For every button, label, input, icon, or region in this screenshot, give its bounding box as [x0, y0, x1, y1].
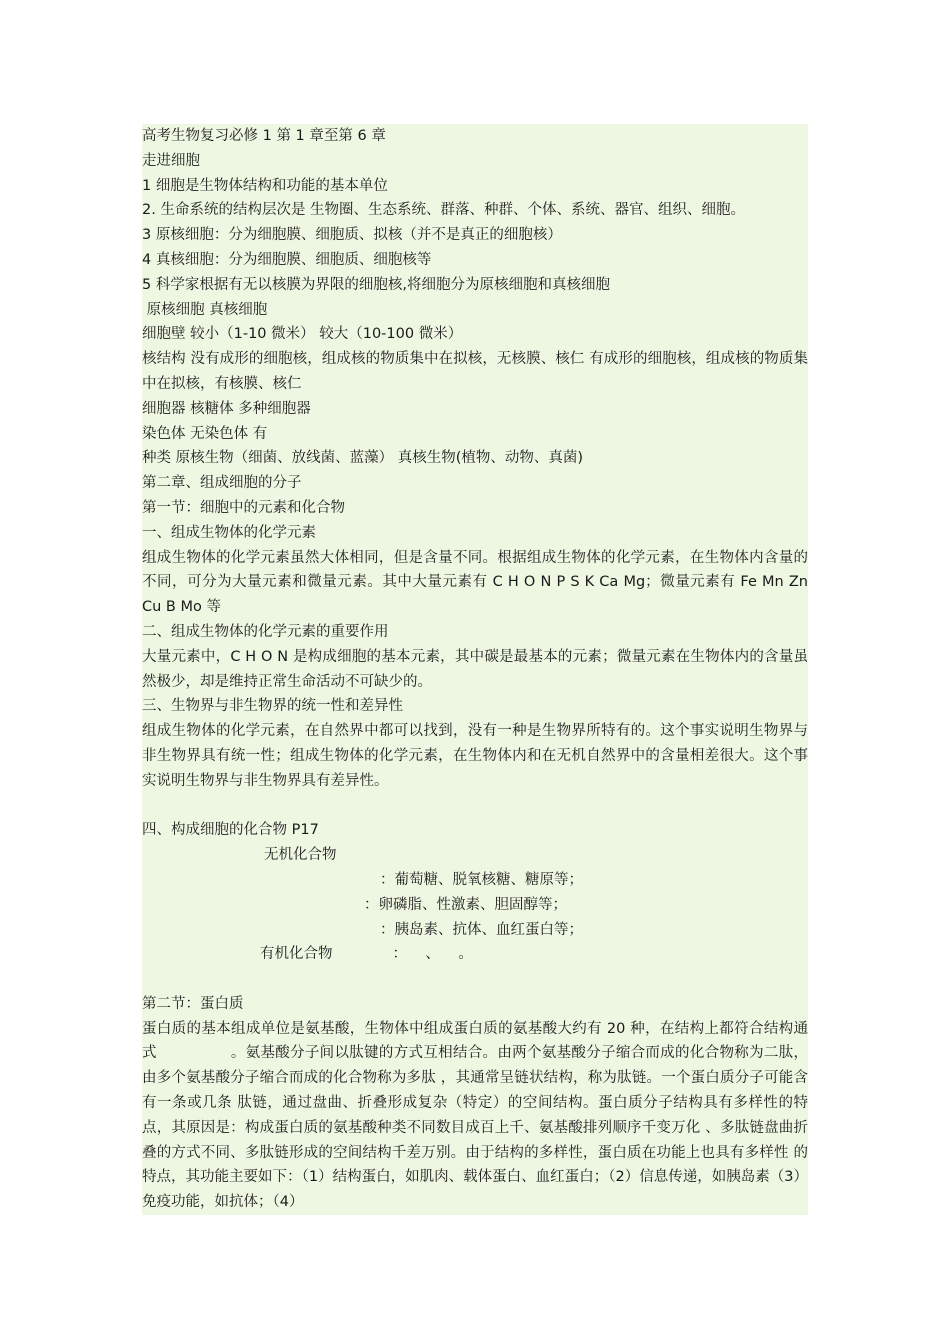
chapter-heading: 第二章、组成细胞的分子	[142, 475, 302, 492]
lipid-line: ：卵磷脂、性激素、胆固醇等；	[364, 896, 567, 913]
organic-line	[142, 942, 808, 967]
subsection-heading: 二、组成生物体的化学元素的重要作用	[142, 623, 389, 640]
text-line: 种类 原核生物（细菌、放线菌、蓝藻） 真核生物(植物、动物、真菌)	[142, 450, 584, 467]
organic-label: 有机化合物	[260, 946, 333, 963]
text-line: 染色体 无染色体 有	[142, 425, 268, 442]
blank-line	[142, 967, 808, 992]
subsection-heading: 四、构成细胞的化合物 P17	[142, 822, 319, 839]
paragraph-role: 大量元素中，C H O N 是构成细胞的基本元素，其中碳是最基本的元素；微量元素在生物体内的含量虽然极少，却是维持正常生命活动不可缺少的。	[142, 648, 808, 690]
blank-line	[142, 794, 808, 819]
paragraph-unity: 组成生物体的化学元素，在自然界中都可以找到，没有一种是生物界所特有的。这个事实说明生物界与非生物界具有统一性；组成生物体的化学元素，在生物体内和在无机自然界中的含量相差很大。这个事实说明生物界与非生物界具有差异性。	[142, 723, 808, 789]
sugar-line: ：葡萄糖、脱氧核糖、糖原等；	[380, 871, 583, 888]
doc-title: 高考生物复习必修 1 第 1 章至第 6 章	[142, 128, 386, 144]
text-line: 1 细胞是生物体结构和功能的基本单位	[142, 177, 388, 194]
inorganic-label: 无机化合物	[264, 847, 337, 864]
text-line: 原核细胞 真核细胞	[142, 301, 268, 318]
text-line: 2. 生命系统的结构层次是 生物圈、生态系统、群落、种群、个体、系统、器官、组织、细胞。	[142, 202, 746, 219]
text-line: 细胞器 核糖体 多种细胞器	[142, 400, 311, 417]
text-line: 4 真核细胞：分为细胞膜、细胞质、细胞核等	[142, 251, 432, 268]
section-heading: 走进细胞	[142, 152, 200, 169]
section-heading: 第二节：蛋白质	[142, 995, 244, 1012]
subsection-heading: 三、生物界与非生物界的统一性和差异性	[142, 698, 403, 715]
section-heading: 第一节：细胞中的元素和化合物	[142, 499, 345, 516]
paragraph-elements: 组成生物体的化学元素虽然大体相同，但是含量不同。根据组成生物体的化学元素，在生物体内含量的不同，可分为大量元素和微量元素。其中大量元素有 C H O N P S K Ca Mg；微量元素有 Fe Mn Zn Cu B Mo 等	[142, 549, 808, 616]
text-line: 5 科学家根据有无以核膜为界限的细胞核,将细胞分为原核细胞和真核细胞	[142, 276, 610, 293]
subsection-heading: 一、组成生物体的化学元素	[142, 524, 316, 541]
protein-items-line: ：胰岛素、抗体、血红蛋白等；	[380, 921, 583, 938]
document-page	[142, 124, 808, 1215]
organic-tail: ： 、 。	[392, 946, 473, 963]
text-line: 细胞壁 较小（1-10 微米） 较大（10-100 微米）	[142, 326, 463, 343]
text-line: 3 原核细胞：分为细胞膜、细胞质、拟核（并不是真正的细胞核）	[142, 227, 562, 244]
paragraph-nucleus: 核结构 没有成形的细胞核，组成核的物质集中在拟核，无核膜、核仁 有成形的细胞核，组成核的物质集中在拟核，有核膜、核仁	[142, 351, 808, 392]
paragraph-protein: 蛋白质的基本组成单位是氨基酸，生物体中组成蛋白质的氨基酸大约有 20 种，在结构上都符合结构通式 。氨基酸分子间以肽键的方式互相结合。由两个氨基酸分子缩合而成的化合物称为二肽，由多个氨基酸分子缩合而成的化合物称为多肽 ，其通常呈链状结构，称为肽链。一个蛋白质分子可能含有一条或几条 肽链，通过盘曲、折叠形成复杂（特定）的空间结构。蛋白质分子结构具有多样性的特点，其原因是：构成蛋白质的氨基酸种类不同数目成百上千、氨基酸排列顺序千变万化 、多肽链盘曲折叠的方式不同、多肽链形成的空间结构千差万别。由于结构的多样性，蛋白质在功能上也具有多样性 的特点，其功能主要如下：（1）结构蛋白，如肌肉、载体蛋白、血红蛋白；（2）信息传递，如胰岛素（3）免疫功能，如抗体；（4）	[142, 1020, 809, 1211]
